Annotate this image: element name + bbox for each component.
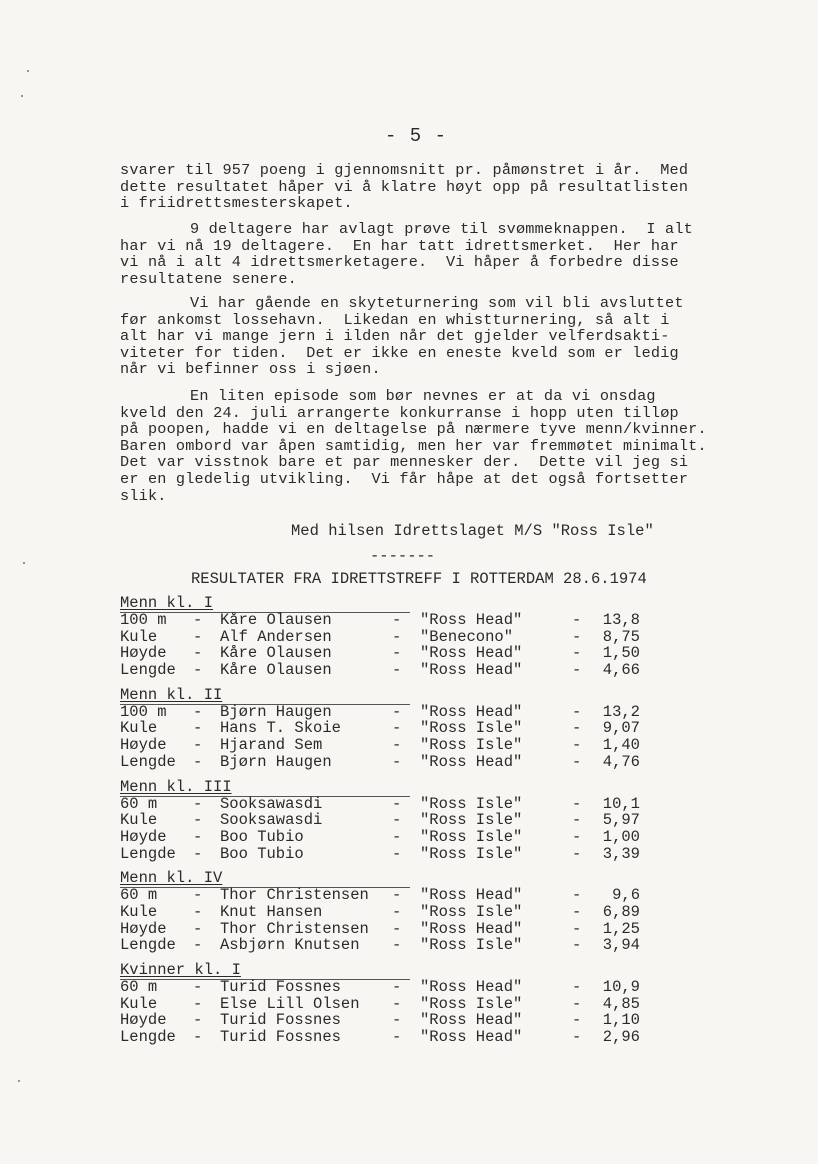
dash: -	[193, 886, 203, 905]
ship-name: "Ross Isle"	[420, 902, 523, 921]
dash: -	[392, 627, 402, 646]
athlete-name: Sooksawasdi	[220, 794, 323, 813]
group-title: Menn kl. IV	[120, 869, 223, 888]
athlete-name: Hjarand Sem	[220, 736, 323, 755]
table-row	[120, 1011, 640, 1030]
athlete-name: Kåre Olausen	[220, 644, 332, 663]
event-cell: Høyde	[120, 1011, 167, 1030]
dash: -	[572, 994, 582, 1013]
ship-name: "Ross Head"	[420, 644, 523, 663]
dash: -	[193, 752, 203, 771]
result-value: 13,2	[602, 702, 640, 721]
dash: -	[193, 1011, 203, 1030]
table-row	[120, 994, 640, 1013]
dash: -	[193, 736, 203, 755]
result-value: 4,85	[602, 994, 640, 1013]
athlete-name: Turid Fossnes	[220, 978, 341, 996]
group-title: Menn kl. I	[120, 594, 214, 612]
text-line: har vi nå 19 deltagere. En har tatt idrettsmerket. Her har	[120, 236, 679, 255]
ship-name: "Ross Isle"	[420, 844, 523, 863]
dash: -	[392, 919, 402, 938]
dash: -	[193, 994, 203, 1013]
dash: -	[572, 886, 582, 905]
result-value: 4,66	[602, 661, 640, 680]
result-value: 10,1	[602, 794, 640, 813]
signature: Med hilsen Idrettslaget M/S "Ross Isle"	[291, 522, 654, 540]
table-row	[120, 644, 640, 663]
dash: -	[392, 994, 402, 1013]
text-line: Baren ombord var åpen samtidig, men her var fremmøtet minimalt.	[120, 436, 707, 455]
dash: -	[392, 736, 402, 755]
event-cell: Kule	[120, 902, 158, 921]
table-row	[120, 752, 640, 771]
athlete-name: Thor Christensen	[220, 919, 369, 938]
result-value: 6,89	[602, 902, 640, 921]
dash: -	[572, 811, 582, 830]
dash: -	[572, 702, 582, 721]
event-cell: 100 m	[120, 702, 167, 721]
separator: -------	[370, 547, 436, 565]
result-value: 1,00	[602, 827, 640, 846]
text-line: alt har vi mange jern i ilden når det gjelder velferdsakti-	[120, 327, 670, 346]
event-cell: Lengde	[120, 936, 176, 955]
table-row	[120, 794, 640, 813]
ship-name: "Ross Head"	[420, 978, 523, 996]
dash: -	[193, 811, 203, 830]
text-line: dette resultatet håper vi å klatre høyt opp på resultatlisten	[120, 177, 689, 196]
dash: -	[392, 1028, 402, 1047]
result-value: 9,6	[612, 886, 640, 905]
dash: -	[392, 978, 402, 996]
athlete-name: Knut Hansen	[220, 902, 323, 921]
ship-name: "Ross Isle"	[420, 936, 523, 955]
athlete-name: Sooksawasdi	[220, 811, 323, 830]
result-value: 13,8	[602, 611, 640, 629]
dash: -	[392, 661, 402, 680]
table-row	[120, 827, 640, 846]
dash: -	[572, 1011, 582, 1030]
athlete-name: Thor Christensen	[220, 886, 369, 905]
dash: -	[392, 886, 402, 905]
event-cell: 100 m	[120, 611, 167, 629]
group-title: Menn kl. II	[120, 685, 223, 704]
results-group	[120, 961, 640, 1047]
result-value: 10,9	[602, 978, 640, 996]
athlete-name: Bjørn Haugen	[220, 702, 332, 721]
paragraph	[120, 162, 760, 212]
dash: -	[392, 794, 402, 813]
ship-name: "Ross Head"	[420, 919, 523, 938]
dash: -	[572, 1028, 582, 1047]
dash: -	[572, 611, 582, 629]
dash: -	[572, 644, 582, 663]
result-value: 4,76	[602, 752, 640, 771]
dash: -	[193, 719, 203, 738]
dash: -	[392, 719, 402, 738]
athlete-name: Boo Tubio	[220, 844, 304, 863]
event-cell: Høyde	[120, 644, 167, 663]
event-cell: Kule	[120, 627, 158, 646]
results-group	[120, 594, 640, 680]
dash: -	[392, 644, 402, 663]
paper-speck	[18, 1080, 20, 1082]
dash: -	[572, 919, 582, 938]
dash: -	[392, 752, 402, 771]
table-row	[120, 936, 640, 955]
event-cell: 60 m	[120, 978, 158, 996]
ship-name: "Ross Isle"	[420, 794, 523, 813]
athlete-name: Else Lill Olsen	[220, 994, 360, 1013]
paper-speck	[23, 562, 25, 564]
results-group	[120, 777, 640, 863]
text-line: vi nå i alt 4 idrettsmerketagere. Vi håper å forbedre disse	[120, 253, 679, 272]
event-cell: Kule	[120, 719, 158, 738]
result-value: 1,10	[602, 1011, 640, 1030]
dash: -	[572, 844, 582, 863]
result-value: 3,39	[602, 844, 640, 863]
dash: -	[193, 902, 203, 921]
athlete-name: Kåre Olausen	[220, 661, 332, 680]
athlete-name: Alf Andersen	[220, 627, 332, 646]
event-cell: Høyde	[120, 827, 167, 846]
dash: -	[392, 811, 402, 830]
dash: -	[392, 936, 402, 955]
text-line: resultatene senere.	[120, 269, 297, 288]
dash: -	[193, 1028, 203, 1047]
dash: -	[193, 844, 203, 863]
event-cell: Lengde	[120, 661, 176, 680]
results-table	[120, 594, 640, 1054]
table-row	[120, 1028, 640, 1047]
result-value: 5,97	[602, 811, 640, 830]
dash: -	[572, 719, 582, 738]
group-title: Kvinner kl. I	[120, 961, 241, 979]
dash: -	[392, 611, 402, 629]
ship-name: "Ross Isle"	[420, 827, 523, 846]
dash: -	[392, 844, 402, 863]
dash: -	[193, 794, 203, 813]
dash: -	[193, 702, 203, 721]
event-cell: 60 m	[120, 886, 158, 905]
ship-name: "Ross Isle"	[420, 994, 523, 1013]
dash: -	[193, 611, 203, 629]
dash: -	[572, 978, 582, 996]
event-cell: Lengde	[120, 752, 176, 771]
table-row	[120, 886, 640, 905]
ship-name: "Ross Head"	[420, 752, 523, 771]
ship-name: "Benecono"	[420, 627, 514, 646]
dash: -	[572, 936, 582, 955]
result-value: 2,96	[602, 1028, 640, 1047]
table-row	[120, 661, 640, 680]
table-row	[120, 902, 640, 921]
text-line: før ankomst lossehavn. Likedan en whistturnering, så alt i	[120, 310, 670, 329]
athlete-name: Turid Fossnes	[220, 1011, 341, 1030]
dash: -	[193, 661, 203, 680]
event-cell: Kule	[120, 811, 158, 830]
ship-name: "Ross Head"	[420, 1011, 523, 1030]
dash: -	[572, 661, 582, 680]
text-line: er en gledelig utvikling. Vi får håpe at det også fortsetter	[120, 469, 689, 488]
dash: -	[572, 752, 582, 771]
ship-name: "Ross Head"	[420, 661, 523, 680]
ship-name: "Ross Isle"	[420, 811, 523, 830]
table-row	[120, 702, 640, 721]
table-row	[120, 611, 640, 629]
table-row	[120, 978, 640, 996]
event-cell: Lengde	[120, 1028, 176, 1047]
text-line: kveld den 24. juli arrangerte konkurranse i hopp uten tilløp	[120, 403, 679, 422]
ship-name: "Ross Isle"	[420, 719, 523, 738]
event-cell: Høyde	[120, 736, 167, 755]
table-row	[120, 811, 640, 830]
dash: -	[392, 902, 402, 921]
event-cell: 60 m	[120, 794, 158, 813]
athlete-name: Asbjørn Knutsen	[220, 936, 360, 955]
paper-speck	[27, 70, 29, 72]
result-value: 1,50	[602, 644, 640, 663]
results-group	[120, 869, 640, 955]
dash: -	[193, 919, 203, 938]
ship-name: "Ross Head"	[420, 1028, 523, 1047]
text-line: 9 deltagere har avlagt prøve til svømmeknappen. I alt	[190, 220, 693, 238]
table-row	[120, 919, 640, 938]
dash: -	[572, 902, 582, 921]
dash: -	[193, 978, 203, 996]
results-heading: RESULTATER FRA IDRETTSTREFF I ROTTERDAM 28.6.1974	[191, 570, 647, 588]
result-value: 8,75	[602, 627, 640, 646]
paragraph	[120, 221, 760, 287]
text-line: når vi befinner oss i sjøen.	[120, 360, 381, 379]
text-line: viteter for tiden. Det er ikke en eneste kveld som er ledig	[120, 343, 679, 362]
athlete-name: Boo Tubio	[220, 827, 304, 846]
dash: -	[392, 827, 402, 846]
ship-name: "Ross Head"	[420, 886, 523, 905]
result-value: 9,07	[602, 719, 640, 738]
table-row	[120, 719, 640, 738]
ship-name: "Ross Head"	[420, 702, 523, 721]
dash: -	[193, 644, 203, 663]
event-cell: Kule	[120, 994, 158, 1013]
text-line: Det var visstnok bare et par mennesker der. Dette vil jeg si	[120, 453, 689, 472]
ship-name: "Ross Isle"	[420, 736, 523, 755]
athlete-name: Kåre Olausen	[220, 611, 332, 629]
table-row	[120, 844, 640, 863]
event-cell: Lengde	[120, 844, 176, 863]
dash: -	[572, 736, 582, 755]
dash: -	[572, 627, 582, 646]
result-value: 1,40	[602, 736, 640, 755]
result-value: 3,94	[602, 936, 640, 955]
text-line: på poopen, hadde vi en deltagelse på nærmere tyve menn/kvinner.	[120, 420, 707, 439]
table-row	[120, 627, 640, 646]
dash: -	[572, 827, 582, 846]
text-line: En liten episode som bør nevnes er at da vi onsdag	[190, 387, 656, 405]
results-group	[120, 685, 640, 771]
dash: -	[392, 702, 402, 721]
dash: -	[572, 794, 582, 813]
dash: -	[193, 936, 203, 955]
dash: -	[193, 827, 203, 846]
event-cell: Høyde	[120, 919, 167, 938]
paragraph	[120, 388, 760, 504]
group-title: Menn kl. III	[120, 777, 232, 796]
text-line: i friidrettsmesterskapet.	[120, 194, 353, 213]
text-line: svarer til 957 poeng i gjennomsnitt pr. påmønstret i år. Med	[120, 161, 689, 179]
ship-name: "Ross Head"	[420, 611, 523, 629]
table-row	[120, 736, 640, 755]
dash: -	[392, 1011, 402, 1030]
text-line: slik.	[120, 486, 167, 505]
paper-speck	[21, 95, 23, 97]
athlete-name: Bjørn Haugen	[220, 752, 332, 771]
result-value: 1,25	[602, 919, 640, 938]
athlete-name: Hans T. Skoie	[220, 719, 341, 738]
paragraph	[120, 295, 760, 378]
text-line: Vi har gående en skyteturnering som vil bli avsluttet	[190, 294, 684, 312]
page-number: - 5 -	[385, 125, 448, 147]
athlete-name: Turid Fossnes	[220, 1028, 341, 1047]
dash: -	[193, 627, 203, 646]
